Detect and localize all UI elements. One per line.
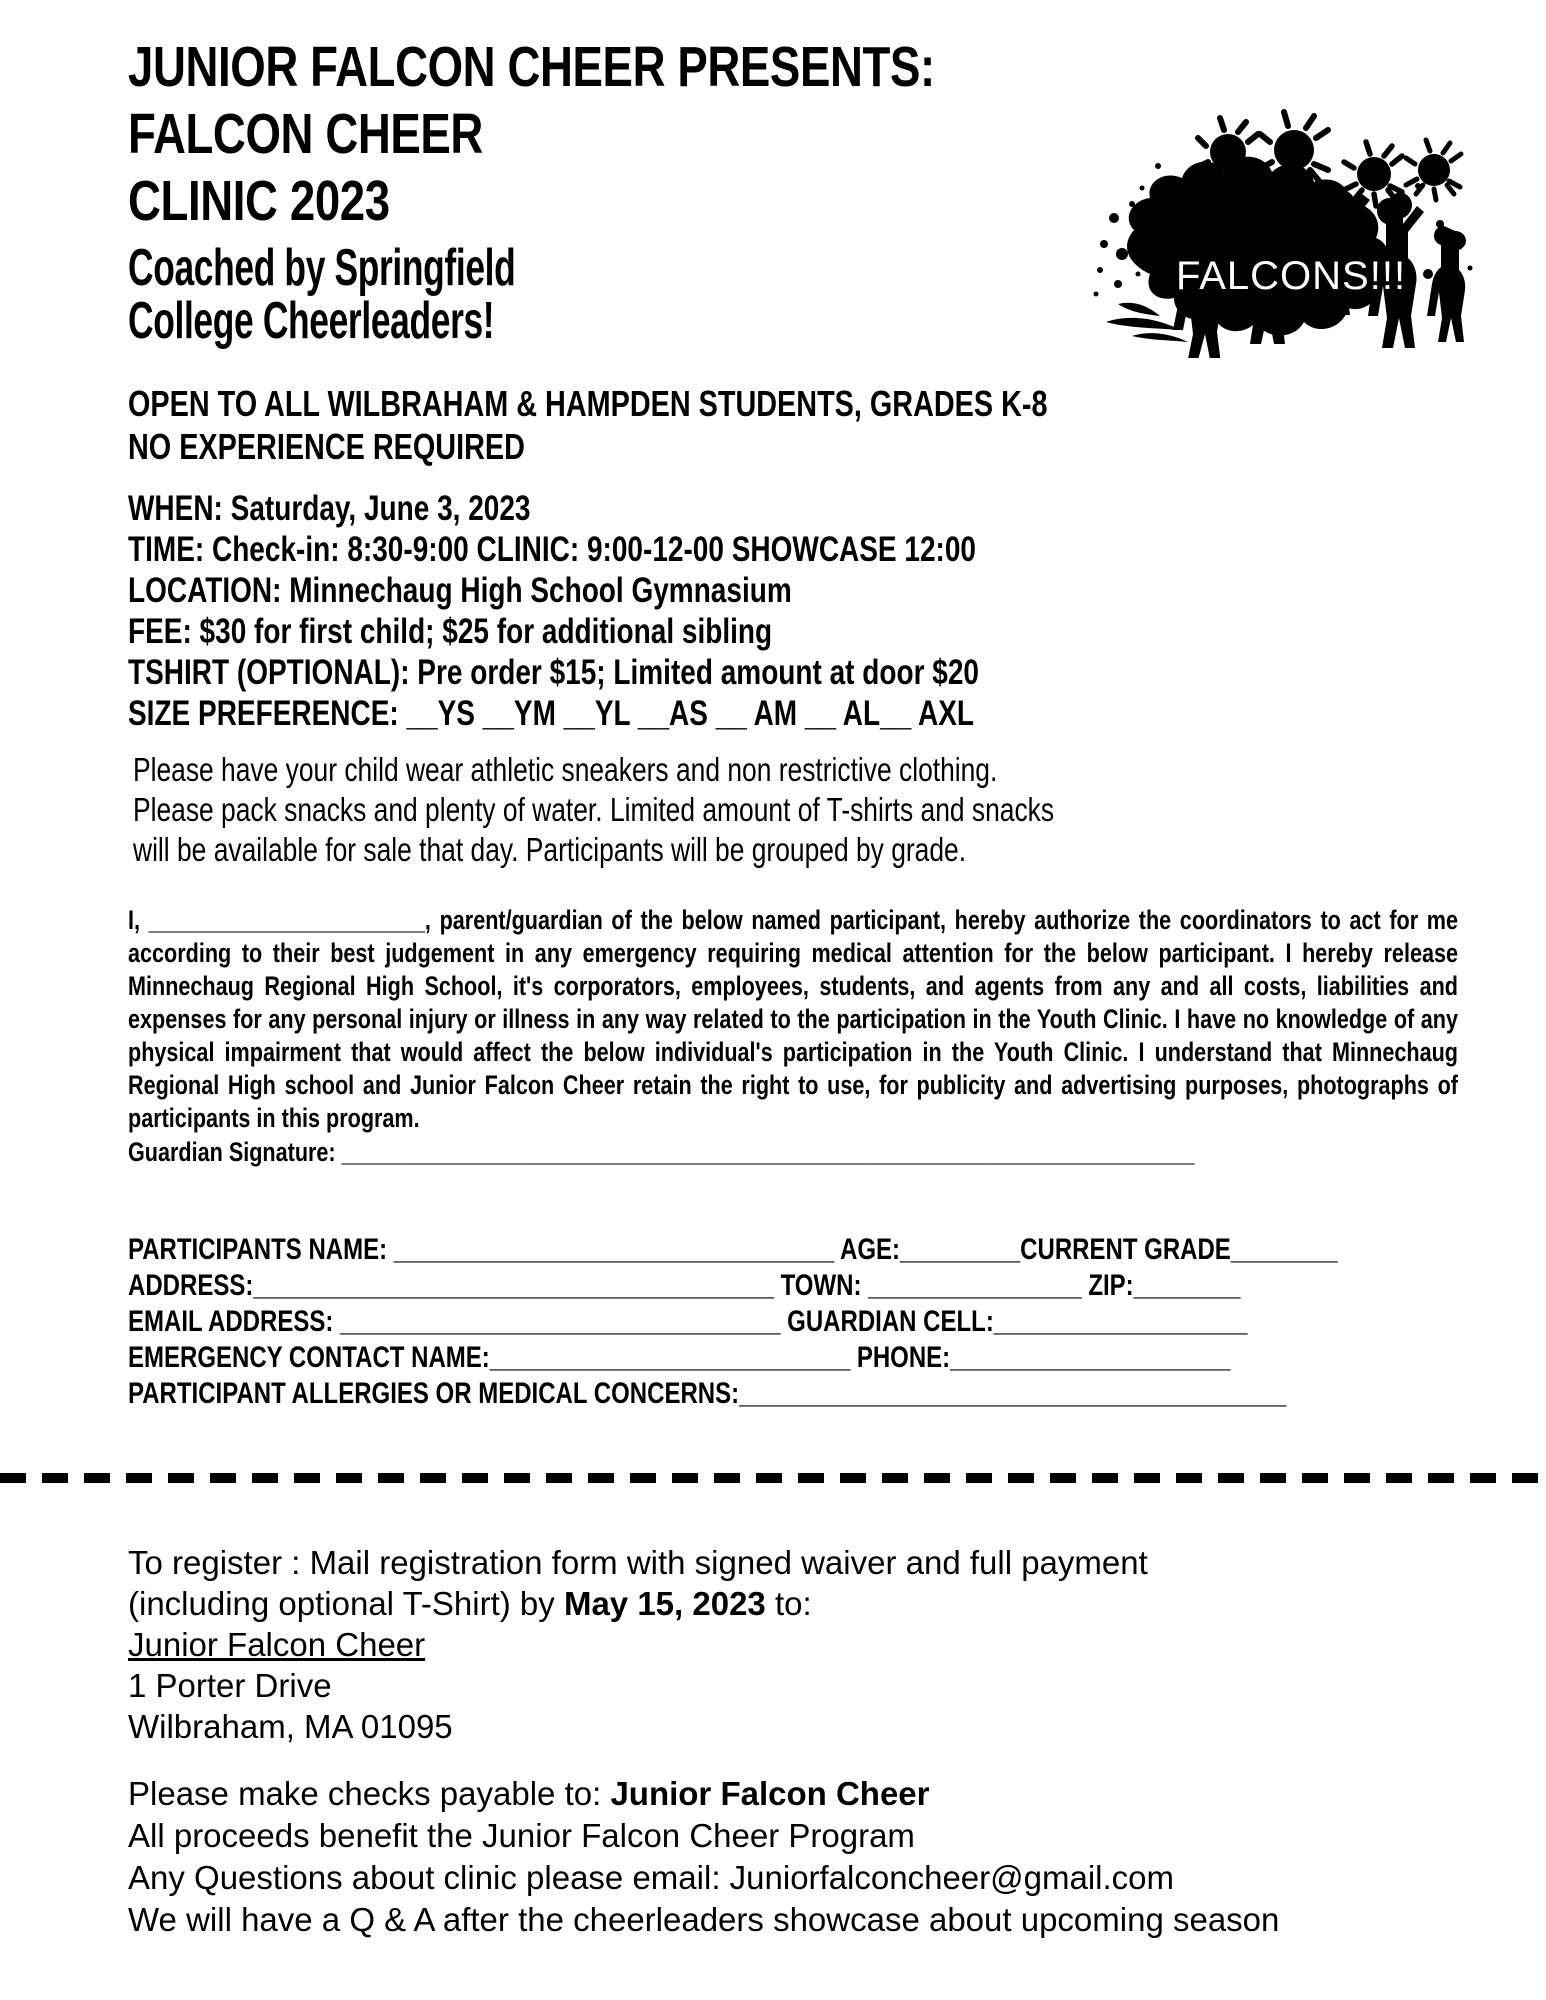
title-block bbox=[128, 34, 1486, 348]
eligibility-block bbox=[128, 382, 1486, 468]
note-line-1 bbox=[133, 750, 1486, 790]
subtitle-line-1 bbox=[128, 239, 1486, 297]
register-line-1-text: To register : Mail registration form with signed waiver and full payment bbox=[128, 1544, 1148, 1581]
field-address[interactable] bbox=[128, 1268, 1486, 1304]
note-line-3 bbox=[133, 830, 1486, 870]
questions-email-line bbox=[128, 1857, 1478, 1899]
detail-when bbox=[128, 488, 1486, 529]
register-street-text: 1 Porter Drive bbox=[128, 1667, 332, 1704]
field-participant-name-text: PARTICIPANTS NAME: _________________________________ AGE:_________CURRENT GRADE________ bbox=[128, 1233, 1338, 1266]
register-line-2 bbox=[128, 1583, 1478, 1624]
subtitle-line-2 bbox=[128, 292, 1486, 350]
registration-form-fields bbox=[128, 1232, 1486, 1412]
field-email-address-text: EMAIL ADDRESS: _________________________________ GUARDIAN CELL:___________________ bbox=[128, 1305, 1248, 1338]
title-line-1-text: JUNIOR FALCON CHEER PRESENTS: bbox=[128, 35, 935, 99]
details-block bbox=[128, 488, 1486, 734]
waiver-block bbox=[128, 904, 1458, 1169]
preparation-note bbox=[128, 750, 1486, 870]
field-emergency-contact[interactable] bbox=[128, 1340, 1486, 1376]
tear-off-divider bbox=[0, 1473, 1546, 1483]
detail-size-preference-text: SIZE PREFERENCE: __YS __YM __YL __AS __ AM __ AL__ AXL bbox=[128, 694, 975, 733]
proceeds-text: All proceeds benefit the Junior Falcon Cheer Program bbox=[128, 1817, 915, 1854]
register-city-state-zip-text: Wilbraham, MA 01095 bbox=[128, 1708, 453, 1745]
eligibility-line-1 bbox=[128, 382, 1486, 425]
logo-wordmark: FALCONS!!! bbox=[1176, 254, 1407, 298]
note-line-1-text: Please have your child wear athletic sneakers and non restrictive clothing. bbox=[133, 751, 998, 788]
subtitle-block bbox=[128, 239, 1486, 350]
title-line-3 bbox=[128, 168, 1486, 235]
field-allergies-text: PARTICIPANT ALLERGIES OR MEDICAL CONCERNS:_________________________________________ bbox=[128, 1377, 1287, 1410]
guardian-signature-field[interactable] bbox=[128, 1136, 1458, 1169]
detail-when-text: WHEN: Saturday, June 3, 2023 bbox=[128, 489, 531, 528]
register-line-1 bbox=[128, 1542, 1478, 1583]
payable-payee-name: Junior Falcon Cheer bbox=[610, 1775, 930, 1812]
register-line-2-prefix: (including optional T-Shirt) by bbox=[128, 1585, 564, 1622]
eligibility-line-2 bbox=[128, 425, 1486, 468]
title-line-1 bbox=[128, 34, 1486, 101]
register-org-name bbox=[128, 1624, 1478, 1665]
subtitle-line-2-text: College Cheerleaders! bbox=[128, 292, 495, 350]
dashed-line bbox=[0, 1473, 1546, 1483]
detail-location bbox=[128, 570, 1486, 611]
register-org-name-text: Junior Falcon Cheer bbox=[128, 1626, 426, 1663]
detail-tshirt-text: TSHIRT (OPTIONAL): Pre order $15; Limited amount at door $20 bbox=[128, 653, 979, 692]
proceeds-line bbox=[128, 1815, 1478, 1857]
register-line-2-suffix: to: bbox=[765, 1585, 812, 1622]
registration-instructions bbox=[128, 1542, 1478, 1747]
register-city-state-zip bbox=[128, 1706, 1478, 1747]
payable-line bbox=[128, 1773, 1478, 1815]
note-line-3-text: will be available for sale that day. Participants will be grouped by grade. bbox=[133, 831, 967, 868]
title-line-2-text: FALCON CHEER bbox=[128, 102, 483, 166]
note-line-2-text: Please pack snacks and plenty of water. Limited amount of T-shirts and snacks bbox=[133, 791, 1055, 828]
qa-text: We will have a Q & A after the cheerleaders showcase about upcoming season bbox=[128, 1901, 1280, 1938]
waiver-text-wrap bbox=[128, 904, 1458, 1169]
guardian-signature-text: Guardian Signature: _______________________________________________________________________ bbox=[128, 1137, 1195, 1167]
field-participant-name[interactable] bbox=[128, 1232, 1486, 1268]
field-allergies[interactable] bbox=[128, 1376, 1486, 1412]
register-street bbox=[128, 1665, 1478, 1706]
eligibility-line-2-text: NO EXPERIENCE REQUIRED bbox=[128, 426, 525, 467]
questions-email-text: Any Questions about clinic please email: Juniorfalconcheer@gmail.com bbox=[128, 1859, 1175, 1896]
field-address-text: ADDRESS:_______________________________________ TOWN: ________________ ZIP:________ bbox=[128, 1269, 1241, 1302]
field-email-address[interactable] bbox=[128, 1304, 1486, 1340]
detail-fee bbox=[128, 611, 1486, 652]
qa-line bbox=[128, 1899, 1478, 1941]
title-line-3-text: CLINIC 2023 bbox=[128, 169, 390, 233]
detail-time-text: TIME: Check-in: 8:30-9:00 CLINIC: 9:00-12-00 SHOWCASE 12:00 bbox=[128, 530, 976, 569]
register-deadline-date: May 15, 2023 bbox=[563, 1585, 766, 1622]
note-line-2 bbox=[133, 790, 1486, 830]
detail-location-text: LOCATION: Minnechaug High School Gymnasium bbox=[128, 571, 792, 610]
detail-tshirt bbox=[128, 652, 1486, 693]
subtitle-line-1-text: Coached by Springfield bbox=[128, 239, 516, 297]
eligibility-line-1-text: OPEN TO ALL WILBRAHAM & HAMPDEN STUDENTS, GRADES K-8 bbox=[128, 383, 1048, 424]
payment-and-contact-block bbox=[128, 1773, 1478, 1941]
waiver-paragraph: I, _______________________, parent/guardian of the below named participant, hereby authorize the coordinators to act for me according to their best judgement in any emergency requiring medical attention for the below participant. I hereby release Minnechaug Regional High School, it's corporators, employees, students, and agents from any and all costs, liabilities and expenses for any personal injury or illness in any way related to the participation in the Youth Clinic. I have no knowledge of any physical impairment that would affect the below individual's participation in the Youth Clinic. I understand that Minnechaug Regional High school and Junior Falcon Cheer retain the right to use, for publicity and advertising purposes, photographs of participants in this program. bbox=[128, 905, 1458, 1133]
detail-size-preference[interactable] bbox=[128, 693, 1486, 734]
payable-prefix: Please make checks payable to: bbox=[128, 1775, 611, 1812]
detail-fee-text: FEE: $30 for first child; $25 for additional sibling bbox=[128, 612, 773, 651]
title-line-2 bbox=[128, 101, 1486, 168]
field-emergency-contact-text: EMERGENCY CONTACT NAME:___________________________ PHONE:_____________________ bbox=[128, 1341, 1231, 1374]
detail-time bbox=[128, 529, 1486, 570]
